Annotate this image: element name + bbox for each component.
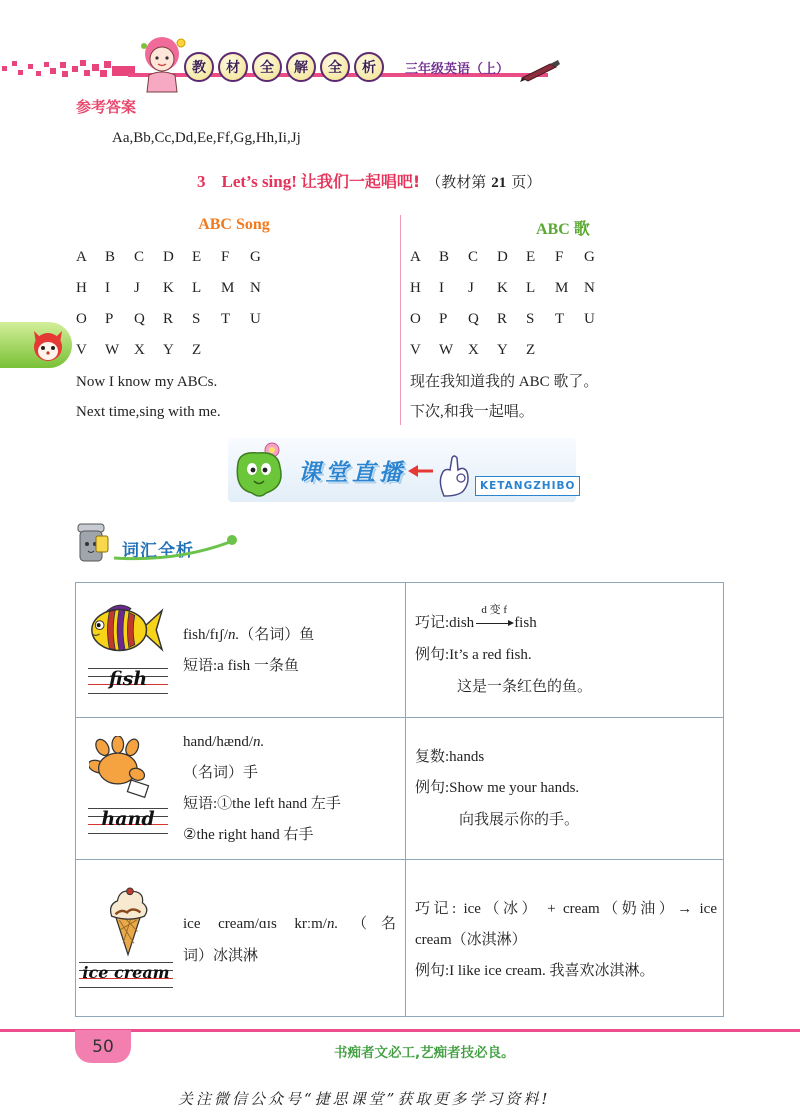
letter: D [163, 249, 174, 265]
letter: E [526, 249, 536, 265]
vocab-table [75, 582, 724, 1017]
entry-line: 词）冰淇淋 [183, 948, 259, 964]
vocab-entry [183, 625, 314, 645]
letter: M [221, 280, 235, 296]
letter: O [410, 311, 421, 327]
entry-word: fish/fɪʃ/ [183, 627, 228, 643]
note-line: 这是一条红色的鱼。 [457, 679, 593, 695]
letter: S [192, 311, 201, 327]
vocab-entry [183, 732, 264, 752]
note-line: cream（冰淇淋） [415, 932, 527, 948]
note-line: 巧记: ice（冰） + cream（奶油）→ ice [415, 901, 717, 917]
letter: M [555, 280, 569, 296]
letter: E [192, 249, 202, 265]
letter-row [76, 247, 279, 267]
side-chapter-tab [0, 322, 72, 368]
answer-text: Aa,Bb,Cc,Dd,Ee,Ff,Gg,Hh,Ii,Jj [112, 130, 301, 146]
song-line: 现在我知道我的 ABC 歌了。 [410, 374, 599, 390]
vocab-entry [183, 914, 396, 934]
pen-icon [520, 58, 562, 82]
book-title-char: 全 [252, 52, 282, 82]
entry-word: ice cream/ɑɪs krːm/ [183, 916, 327, 932]
letter: Q [468, 311, 479, 327]
part-of-speech: n. [253, 734, 265, 750]
entry-word: hand/hænd/ [183, 734, 253, 750]
letter: J [468, 280, 474, 296]
hand-icon [89, 736, 161, 802]
transform-rule: d 变 f [481, 604, 508, 616]
letter-row [76, 340, 221, 360]
note-line: 向我展示你的手。 [459, 812, 580, 828]
letter-row [76, 309, 279, 329]
ice-cream-icon [104, 886, 152, 958]
letter: N [584, 280, 595, 296]
song-line: 下次,和我一起唱。 [410, 404, 534, 420]
letter: I [439, 280, 444, 296]
letter: Q [134, 311, 145, 327]
ketang-zhibo-banner [228, 438, 576, 502]
section-number: 3 [197, 172, 206, 191]
letter: P [105, 311, 114, 327]
letter: R [497, 311, 508, 327]
textbook-ref-page: 21 [491, 175, 507, 191]
section-title-en: Let’s sing! [221, 172, 297, 191]
letter: Y [163, 342, 174, 358]
letter: N [250, 280, 261, 296]
letter: S [526, 311, 535, 327]
letter: H [410, 280, 421, 296]
entry-line: 短语:①the left hand 左手 [183, 796, 341, 812]
entry-line: 短语:a fish 一条鱼 [183, 658, 299, 674]
letter: C [468, 249, 479, 265]
letter: O [76, 311, 87, 327]
textbook-ref-prefix: （教材第 [426, 175, 487, 191]
answer-heading: 参考答案 [76, 98, 137, 116]
letter: G [584, 249, 595, 265]
note-line: 例句:Show me your hands. [415, 780, 580, 796]
letter: V [410, 342, 421, 358]
letter: W [439, 342, 454, 358]
letter: Z [526, 342, 536, 358]
green-swoosh-decor [112, 528, 242, 562]
memory-tip-to: fish [514, 615, 537, 631]
letter-row [410, 309, 613, 329]
letter: X [468, 342, 479, 358]
letter: F [221, 249, 230, 265]
letter: I [105, 280, 110, 296]
letter: W [105, 342, 120, 358]
entry-line: ②the right hand 右手 [183, 827, 314, 843]
entry-line: （名词）手 [183, 765, 259, 781]
letter: R [163, 311, 174, 327]
column-divider [400, 215, 401, 425]
letter: X [134, 342, 145, 358]
banner-title: 课堂直播 [298, 460, 406, 486]
banner-pinyin: KETANGZHIBO [475, 476, 580, 496]
letter: K [163, 280, 174, 296]
song-title-cn: ABC 歌 [536, 221, 590, 238]
robot-can-icon [74, 520, 112, 566]
book-title-char: 材 [218, 52, 248, 82]
header-squares-decor [0, 58, 135, 84]
letter: J [134, 280, 140, 296]
letter: K [497, 280, 508, 296]
letter: U [584, 311, 595, 327]
letter: Z [192, 342, 202, 358]
handwriting-grid [79, 959, 173, 989]
green-monster-icon [230, 441, 292, 501]
column-divider [405, 583, 406, 1016]
book-title-circles [184, 52, 384, 82]
letter: G [250, 249, 261, 265]
page-number: 50 [75, 1030, 131, 1063]
memory-tip-from: 巧记:dish [415, 615, 475, 631]
letter: P [439, 311, 448, 327]
letter: B [439, 249, 450, 265]
letter: L [526, 280, 536, 296]
handwriting-word: fish [108, 668, 148, 690]
book-title-char: 全 [320, 52, 350, 82]
note-line: 例句:It’s a red fish. [415, 647, 532, 663]
letter: A [76, 249, 87, 265]
letter: V [76, 342, 87, 358]
textbook-ref-suffix: 页） [511, 175, 542, 191]
letter: U [250, 311, 261, 327]
letter: B [105, 249, 116, 265]
book-title-char: 教 [184, 52, 214, 82]
song-title-en: ABC Song [198, 216, 270, 233]
letter-row [76, 278, 279, 298]
fox-mascot-icon [28, 325, 68, 365]
letter-row [410, 340, 555, 360]
row-divider [76, 859, 723, 860]
letter: T [221, 311, 231, 327]
letter: D [497, 249, 508, 265]
book-title-char: 解 [286, 52, 316, 82]
grade-label: 三年级英语（上） [405, 62, 510, 77]
row-divider [76, 717, 723, 718]
book-title-char: 析 [354, 52, 384, 82]
arrow-right-icon [476, 623, 510, 624]
bottom-note: 关注微信公众号“捷思课堂”获取更多学习资料! [178, 1090, 551, 1108]
song-section-title [197, 171, 541, 194]
handwriting-word: hand [101, 808, 155, 830]
part-of-speech: n. [326, 916, 339, 932]
section-title-cn: 让我们一起唱吧! [300, 172, 421, 191]
letter-row [410, 278, 613, 298]
letter: F [555, 249, 564, 265]
letter: T [555, 311, 565, 327]
letter: C [134, 249, 145, 265]
letter-row [410, 247, 613, 267]
hand-ok-icon [434, 452, 474, 498]
letter: A [410, 249, 421, 265]
note-line: 例句:I like ice cream. 我喜欢冰淇淋。 [415, 963, 655, 979]
handwriting-word: ice cream [82, 963, 170, 982]
vocab-heading: 词汇全析 [122, 541, 194, 561]
footer-motto: 书痴者文必工,艺痴者技必良。 [334, 1045, 515, 1061]
entry-gloss: （名词）鱼 [239, 627, 315, 643]
letter: L [192, 280, 202, 296]
part-of-speech: n. [228, 627, 240, 643]
handwriting-grid [88, 805, 168, 835]
song-line: Now I know my ABCs. [76, 374, 218, 390]
memory-tip [415, 604, 537, 633]
entry-gloss: （名 [338, 916, 396, 932]
handwriting-grid [88, 665, 168, 695]
girl-mascot-icon [136, 34, 188, 94]
note-line: 复数:hands [415, 749, 485, 765]
letter: Y [497, 342, 508, 358]
transform-arrow [474, 604, 514, 633]
song-line: Next time,sing with me. [76, 404, 221, 420]
arrow-left-icon [408, 464, 434, 478]
fish-icon [86, 599, 164, 661]
letter: H [76, 280, 87, 296]
